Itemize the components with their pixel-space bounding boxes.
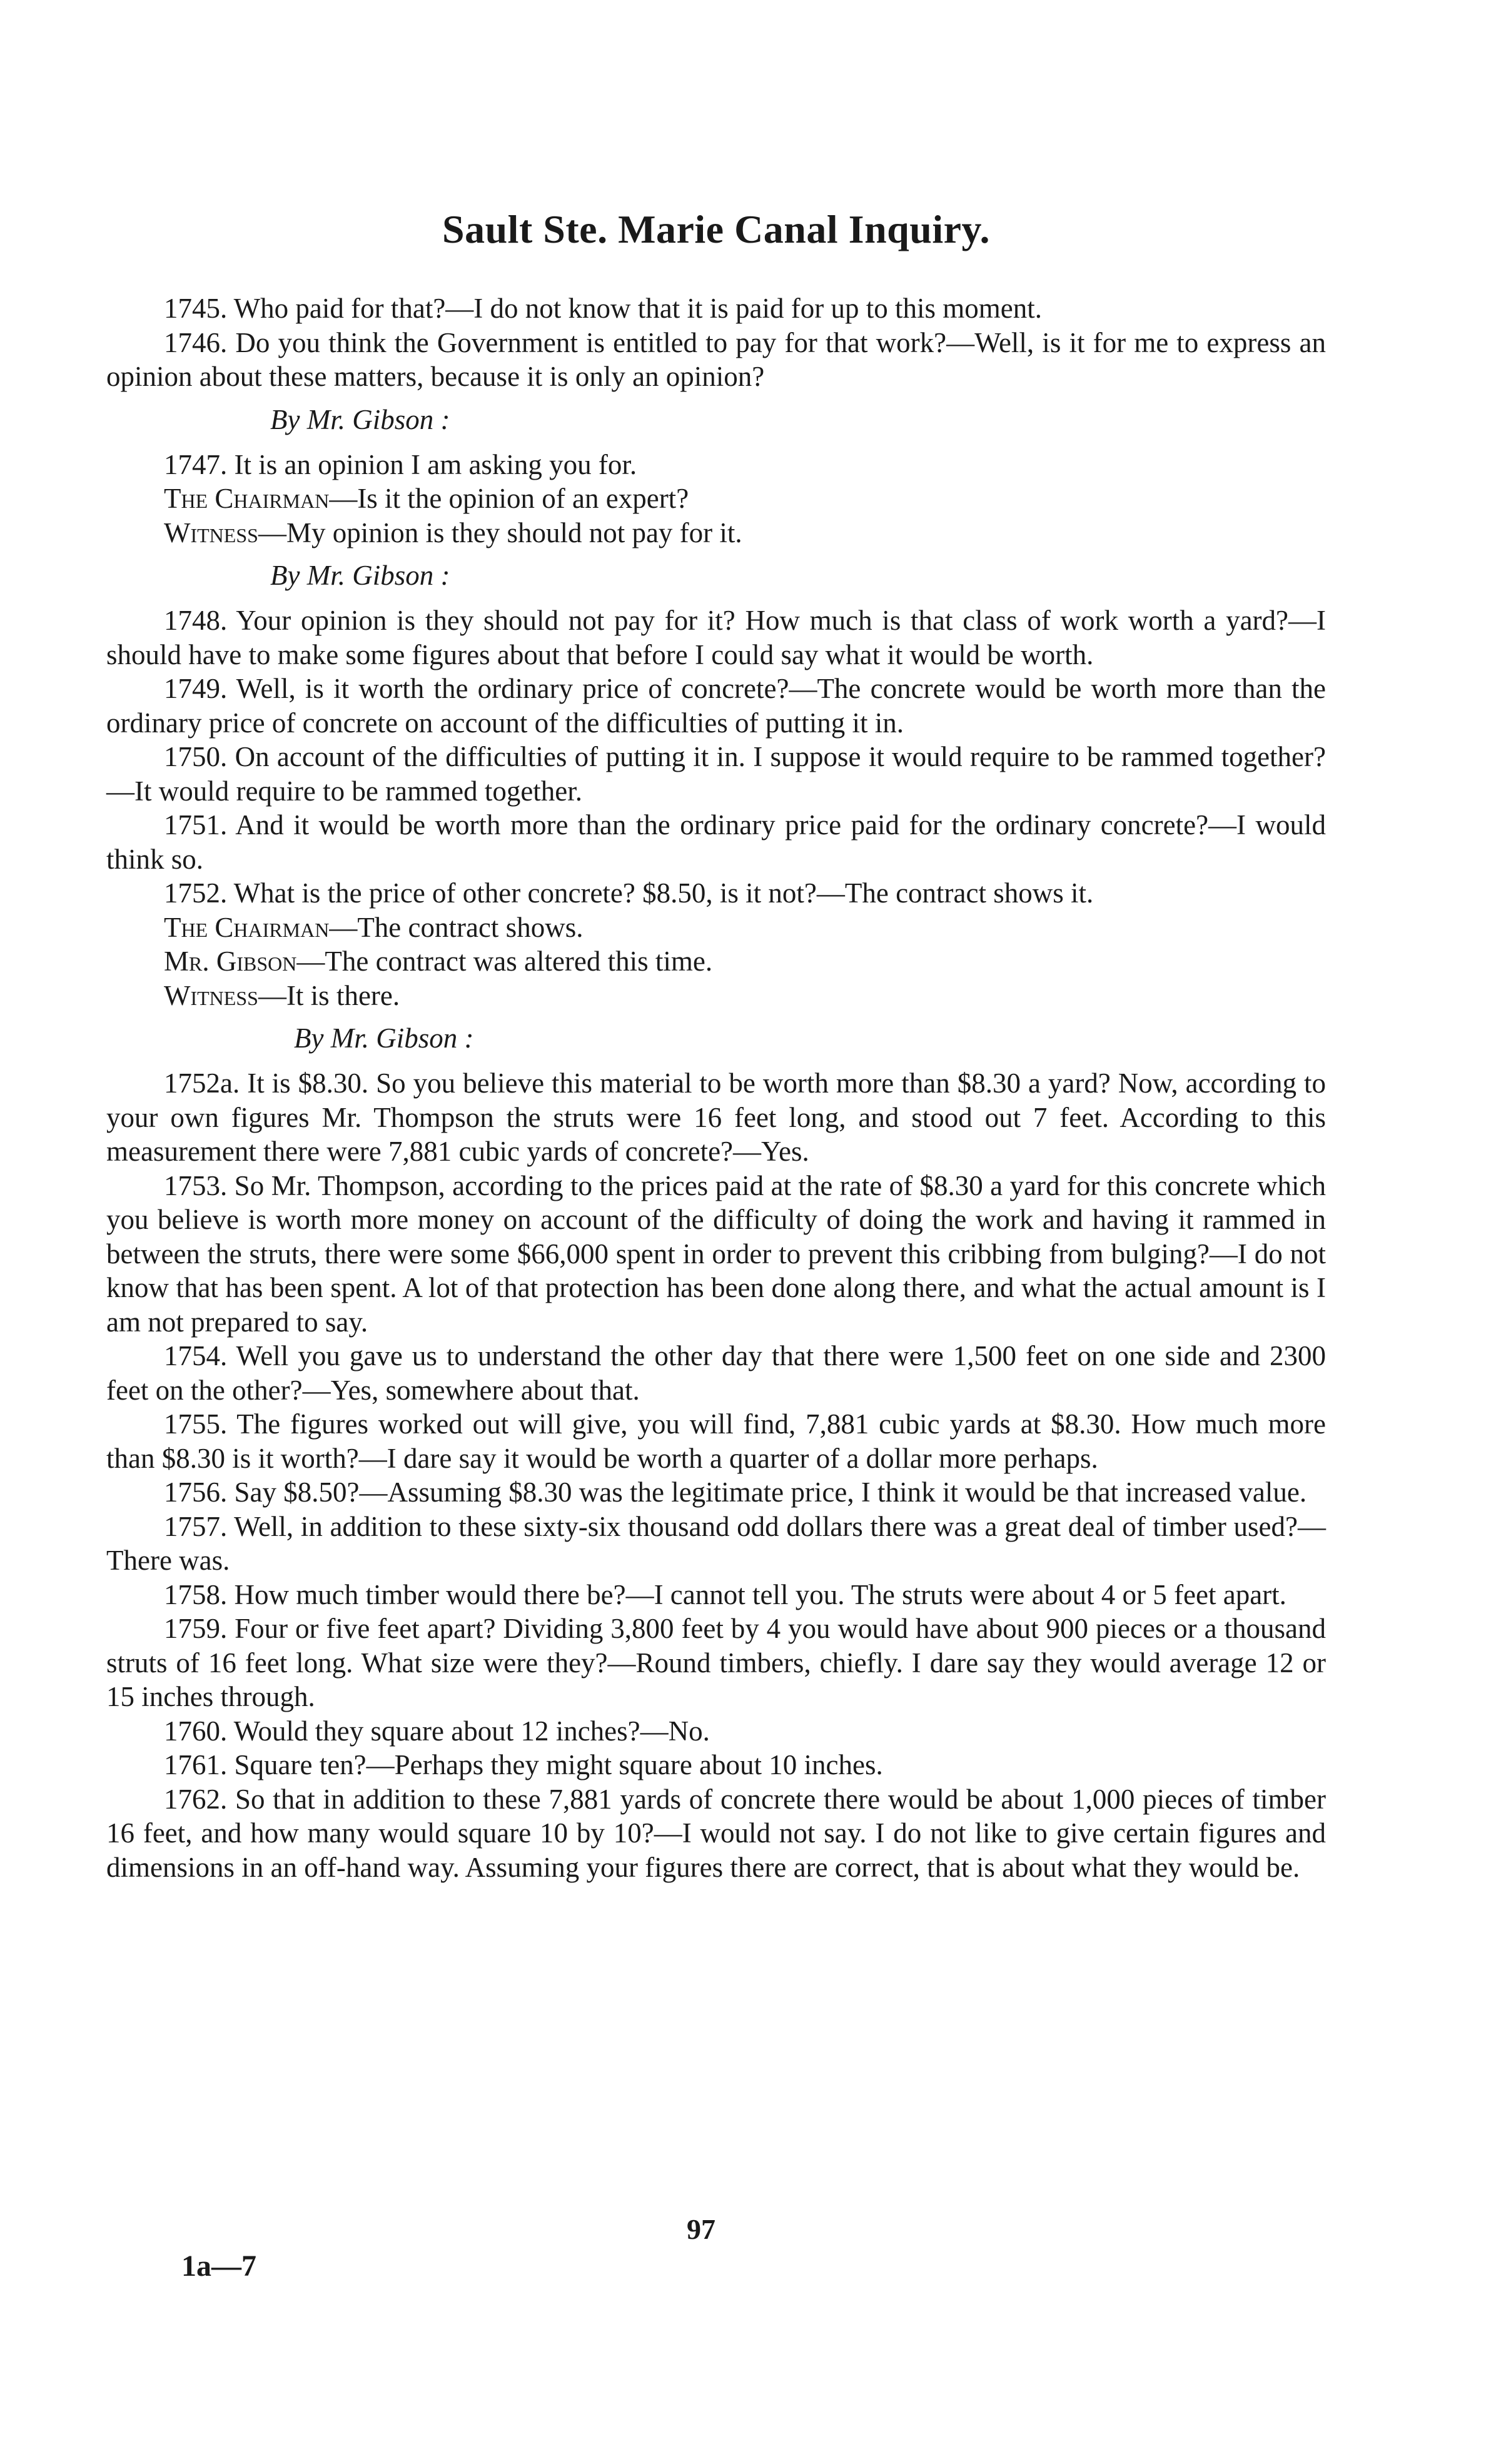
question-1752a: [106, 1066, 1326, 1169]
question-1751: 1751. And it would be worth more than the ordinary price paid for the ordinary concrete?—I would think so.: [106, 809, 1326, 875]
question-text: It is $8.30. So you believe this material to be worth more than $8.30 a yard? Now, according to your own figures Mr. Thompson the struts were 16 feet long, and stood out 7 feet. According to this measurement there were 7,881 cubic yards of concrete?—Yes.: [106, 1068, 1326, 1167]
question-1754: 1754. Well you gave us to understand the other day that there were 1,500 feet on one side and 2300 feet on the other?—Yes, somewhere about that.: [106, 1340, 1326, 1406]
question-1747: 1747. It is an opinion I am asking you for.: [164, 448, 637, 480]
question-1758: 1758. How much timber would there be?—I cannot tell you. The struts were about 4 or 5 feet apart.: [164, 1578, 1286, 1610]
page-body: [106, 206, 1326, 1884]
question-1762: 1762. So that in addition to these 7,881 yards of concrete there would be about 1,000 pieces of timber 16 feet, and how many would square 10 by 10?—I would not say. I do not like to give certain figures and dimensions in an off-hand way. Assuming your figures there are correct, that is about what they would be.: [106, 1783, 1326, 1883]
gibson-remark: [106, 944, 1326, 979]
speaker-gibson: Mr. Gibson: [164, 946, 297, 977]
question-1752: 1752. What is the price of other concrete? $8.50, is it not?—The contract shows it.: [164, 877, 1094, 909]
witness-remark: [106, 979, 1326, 1013]
speaker-chairman: The Chairman: [164, 911, 330, 943]
question-number: 1752a.: [164, 1068, 240, 1099]
witness-remark-text: —It is there.: [258, 979, 400, 1011]
question-1757: 1757. Well, in addition to these sixty-six thousand odd dollars there was a great deal of timber used?—There was.: [106, 1510, 1326, 1576]
speaker-witness: Witness: [164, 517, 258, 548]
question-1760: 1760. Would they square about 12 inches?—No.: [164, 1715, 710, 1747]
gibson-remark-text: —The contract was altered this time.: [296, 946, 713, 977]
question-1746: 1746. Do you think the Government is entitled to pay for that work?—Well, is it for me to express an opinion about these matters, because it is only an opinion?: [106, 326, 1326, 392]
question-1748: 1748. Your opinion is they should not pay for it? How much is that class of work worth a yard?—I should have to make some figures about that before I could say what it would be worth.: [106, 605, 1326, 670]
question-1756: 1756. Say $8.50?—Assuming $8.30 was the legitimate price, I think it would be that increased value.: [164, 1477, 1307, 1508]
speaker-chairman: The Chairman: [164, 483, 330, 514]
chairman-remark-text: —Is it the opinion of an expert?: [329, 483, 689, 514]
chairman-remark: [106, 911, 1326, 945]
question-1761: 1761. Square ten?—Perhaps they might square about 10 inches.: [164, 1749, 883, 1780]
examiner-heading: By Mr. Gibson :: [294, 1022, 474, 1054]
question-1750: 1750. On account of the difficulties of putting it in. I suppose it would require to be rammed together?—It would require to be rammed together.: [106, 741, 1326, 807]
speaker-witness: Witness: [164, 979, 258, 1011]
examiner-heading: By Mr. Gibson :: [270, 560, 450, 591]
page-title: Sault Ste. Marie Canal Inquiry.: [442, 207, 991, 251]
chairman-remark-text: —The contract shows.: [329, 911, 584, 943]
question-1745: 1745. Who paid for that?—I do not know that it is paid for up to this moment.: [164, 293, 1042, 324]
page-number: 97: [687, 2213, 715, 2245]
question-1759: 1759. Four or five feet apart? Dividing 3,800 feet by 4 you would have about 900 pieces or a thousand struts of 16 feet long. What size were they?—Round timbers, chiefly. I dare say they would average 12 or 15 inches through.: [106, 1613, 1326, 1712]
signature-mark: 1a—7: [181, 2249, 256, 2283]
question-1753: 1753. So Mr. Thompson, according to the prices paid at the rate of $8.30 a yard for this concrete which you believe is worth more money on account of the difficulty of doing the work and having it rammed in between the struts, there were some $66,000 spent in order to prevent this cribbing from bulging?—I do not know that has been spent. A lot of that protection has been done along there, and what the actual amount is I am not prepared to say.: [106, 1169, 1326, 1338]
examiner-heading: By Mr. Gibson :: [270, 403, 450, 435]
chairman-remark: [106, 482, 1326, 516]
question-1749: 1749. Well, is it worth the ordinary price of concrete?—The concrete would be worth more than the ordinary price of concrete on account of the difficulties of putting it in.: [106, 673, 1326, 739]
witness-remark: [106, 516, 1326, 550]
witness-remark-text: —My opinion is they should not pay for it.: [258, 517, 742, 548]
question-1755: 1755. The figures worked out will give, you will find, 7,881 cubic yards at $8.30. How much more than $8.30 is it worth?—I dare say it would be worth a quarter of a dollar more perhaps.: [106, 1408, 1326, 1474]
